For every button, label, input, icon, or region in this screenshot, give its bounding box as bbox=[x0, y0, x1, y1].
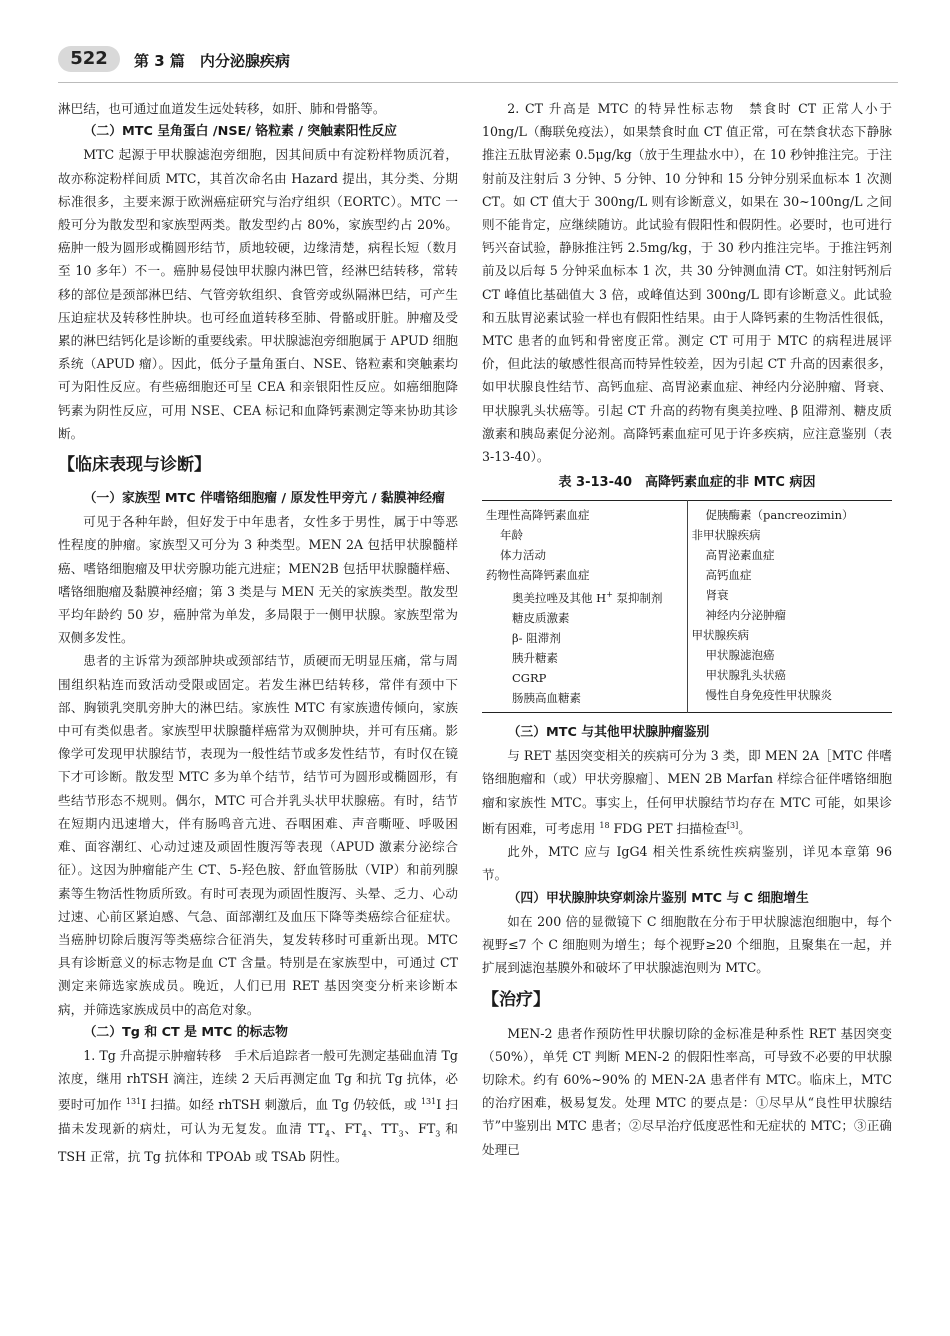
paragraph-tg: 1. Tg 升高提示肿瘤转移 手术后追踪者一般可先测定基础血清 Tg 浓度，继用 rhTSH 滴注，连续 2 天后再测定血 Tg 和抗 Tg 抗体，必要时可加作 $^{131}$I 扫描。如经 rhTSH 刺激后，血 Tg 仍较低，或 $^{131}$I 扫描未发现新的病灶，可认为无复发。血清 $TT_4$、$FT_4$、$TT_3$、$FT_3$ 和 TSH 正常，抗 Tg 抗体和 TPOAb 或 TSAb 阴性。 bbox=[58, 1047, 458, 1165]
paragraph: 如在 200 倍的显微镜下 C 细胞散在分布于甲状腺滤泡细胞中，每个视野≤7 个 C 细胞则为增生；每个视野≥20 个细胞，且聚集在一起，并扩展到滤泡基膜外和破坏了甲状腺滤泡则为 MTC。 bbox=[482, 913, 892, 976]
subsection-heading: （三）MTC 与其他甲状腺肿瘤鉴别 bbox=[507, 725, 710, 741]
subsection-heading: （一）家族型 MTC 伴嗜铬细胞瘤 / 原发性甲旁亢 / 黏膜神经瘤 bbox=[83, 491, 445, 507]
subsection-heading: （四）甲状腺肿块穿刺涂片鉴别 MTC 与 C 细胞增生 bbox=[507, 890, 809, 906]
paragraph: 患者的主诉常为颈部肿块或颈部结节，质硬而无明显压痛，常与周围组织粘连而致活动受限或固定。若发生淋巴结转移，常伴有颈中下部、胸锁乳突肌旁肿大的淋巴结。家族性 MTC 有家族遗传倾向，家族中可有类似患者。家族型甲状腺髓样癌常为双侧肿块，并可有压痛。影像学可发现甲状腺结节，表现为一般性结节或多发性结节，有时仅在镜下才可诊断。散发型 MTC 多为单个结节，结节可为圆形或椭圆形，有些结节形态不规则。偶尔，MTC 可合并乳头状甲状腺癌。有时，结节在短期内迅速增大，伴有肠鸣音亢进、吞咽困难、声音嘶哑、呼吸困难、面容潮红、心动过速及顽固性腹泻等表现（APUD 激素分泌综合征）。这因为肿瘤能产生 CT、5-羟色胺、舒血管肠肽（VIP）和前列腺素等生物活性物质所致。有时可表现为顽固性腹泻、头晕、乏力、心动过速、心前区紧迫感、气急、面部潮红及血压下降等类癌综合征症状。当癌肿切除后腹泻等类癌综合征消失，复发转移时可重新出现。MTC 具有诊断意义的标志物是血 CT 含量。特别是在家族型中，可通过 CT 测定来筛选家族成员。晚近，人们已用 RET 基因突变分析来诊断本病，并筛选家族成员中的高危对象。 bbox=[58, 653, 458, 1017]
page-header bbox=[58, 42, 898, 82]
table-right-column bbox=[687, 501, 892, 713]
table-title: 表 3-13-40 高降钙素血症的非 MTC 病因 bbox=[558, 475, 816, 491]
causes-table bbox=[482, 500, 892, 713]
table-row: 年龄 bbox=[500, 528, 523, 543]
table-row: 肾衰 bbox=[705, 588, 729, 603]
table-row: 甲状腺滤泡癌 bbox=[705, 648, 775, 663]
paragraph: MEN-2 患者作预防性甲状腺切除的金标准是种系性 RET 基因突变（50%），单凭 CT 判断 MEN-2 的假阳性率高，可导致不必要的甲状腺切除术。约有 60%~90% 的 MEN-2A 患者伴有 MTC。临床上，MTC 的治疗困难，极易复发。处理 MTC 的要点是：①尽早从“良性甲状腺结节”中鉴别出 MTC 患者；②尽早治疗低度恶性和无症状的 MTC；③正确处理已 bbox=[482, 1025, 892, 1157]
section-title: 第 3 篇 内分泌腺疾病 bbox=[134, 52, 290, 70]
table-row: 胰升糖素 bbox=[512, 651, 558, 666]
table-row: 生理性高降钙素血症 bbox=[486, 508, 590, 523]
table-row: 药物性高降钙素血症 bbox=[486, 568, 590, 583]
table-row: 非甲状腺疾病 bbox=[691, 528, 761, 543]
paragraph: 2. CT 升高是 MTC 的特异性标志物 禁食时 CT 正常人小于 10ng/L（酶联免疫法），如果禁食时血 CT 值正常，可在禁食状态下静脉推注五肽胃泌素 0.5μg/kg（放于生理盐水中），在 10 秒钟推注完。于注射前及注射后 3 分钟、5 分钟、10 分钟和 15 分钟分别采血标本 1 次测 CT。如 CT 值大于 300ng/L 则有诊断意义，如果在 30~100ng/L 之间则不能肯定，应继续随访。此试验有假阳性和假阴性。必要时，也可进行钙兴奋试验，静脉推注钙 2.5mg/kg，于 30 秒内推注完毕。于推注钙剂前及以后每 5 分钟采血标本 1 次，共 30 分钟测血清 CT。如注射钙剂后 CT 峰值比基础值大 3 倍，或峰值达到 300ng/L 即有诊断意义。此试验和五肽胃泌素试验一样也有假阳性结果。由于人降钙素的生物活性很低，MTC 患者的血钙和骨密度正常。测定 CT 可用于 MTC 的病程进展评价，但此法的敏感性很高而特异性较差，因为引起 CT 升高的因素很多，如甲状腺良性结节、高钙血症、高胃泌素血症、神经内分泌肿瘤、肾衰、甲状腺乳头状癌等。引起 CT 升高的药物有奥美拉唑、β 阻滞剂、糖皮质激素和胰岛素促分泌剂。高降钙素血症可见于许多疾病，应注意鉴别（表 3-13-40）。 bbox=[482, 101, 892, 465]
paragraph-ret: 与 RET 基因突变相关的疾病可分为 3 类，即 MEN 2A［MTC 伴嗜铬细胞瘤和（或）甲状旁腺瘤］、MEN 2B Marfan 样综合征伴嗜铬细胞瘤和家族性 MTC。事实上，任何甲状腺结节均存在 MTC 可能，如果诊断有困难，可考虑用 $^{18}$ FDG PET 扫描检查[3]。 bbox=[482, 748, 892, 837]
table-row: 甲状腺乳头状癌 bbox=[705, 668, 786, 683]
subsection-heading: （二）Tg 和 CT 是 MTC 的标志物 bbox=[83, 1024, 288, 1040]
header-rule bbox=[58, 82, 898, 83]
table-row: 促胰酶素（pancreozimin） bbox=[705, 508, 854, 523]
section-heading-clinical: 【临床表现与诊断】 bbox=[58, 455, 211, 476]
table-row: 高胃泌素血症 bbox=[705, 548, 775, 563]
table-row: 体力活动 bbox=[500, 548, 546, 563]
paragraph: 此外，MTC 应与 IgG4 相关性系统性疾病鉴别，详见本章第 96 节。 bbox=[482, 844, 892, 883]
table-row: 慢性自身免疫性甲状腺炎 bbox=[705, 688, 832, 703]
left-column bbox=[58, 97, 458, 1169]
section-heading-treatment: 【治疗】 bbox=[482, 989, 550, 1010]
page-number: 522 bbox=[58, 46, 120, 72]
table-row: 高钙血症 bbox=[705, 568, 752, 583]
paragraph: MTC 起源于甲状腺滤泡旁细胞，因其间质中有淀粉样物质沉着，故亦称淀粉样间质 MTC，其首次命名由 Hazard 提出，其分类、分期标准很多，主要来源于欧洲癌症研究与治疗组织（EORTC）。MTC 一般可分为散发型和家族型两类。散发型约占 80%，家族型约占 20%。癌肿一般为圆形或椭圆形结节，质地较硬，边缘清楚，病程长短（数月至 10 多年）不一。癌肿易侵蚀甲状腺内淋巴管，经淋巴结转移，常转移的部位是颈部淋巴结、气管旁软组织、食管旁或纵隔淋巴结，可产生压迫症状及转移性肿块。也可经血道转移至肺、骨骼或肝脏。肿瘤及受累的淋巴结钙化是诊断的重要线索。甲状腺滤泡旁细胞属于 APUD 细胞系统（APUD 瘤）。因此，低分子量角蛋白、NSE、铬粒素和突触素均可为阳性反应。有些癌细胞还可呈 CEA 和亲银阳性反应。如癌细胞降钙素为阴性反应，可用 NSE、CEA 标记和血降钙素测定等来协助其诊断。 bbox=[58, 147, 458, 441]
subsection-heading: （二）MTC 呈角蛋白 /NSE/ 铬粒素 / 突触素阳性反应 bbox=[83, 124, 397, 140]
table-row: 奥美拉唑及其他 H+ 泵抑制剂 bbox=[512, 590, 663, 606]
table-row: 肠胰高血糖素 bbox=[512, 691, 581, 706]
table-row: 甲状腺疾病 bbox=[691, 628, 749, 643]
paragraph: 可见于各种年龄，但好发于中年患者，女性多于男性，属于中等恶性程度的肿瘤。家族型又可分为 3 种类型。MEN 2A 包括甲状腺髓样癌、嗜铬细胞瘤及甲状旁腺功能亢进症；MEN2B 包括甲状腺髓样癌、嗜铬细胞瘤及黏膜神经瘤；第 3 类是与 MEN 无关的家族类型。散发型平均年龄约 50 岁，癌肿常为单发，多局限于一侧甲状腺。家族型常为双侧多发性。 bbox=[58, 514, 458, 646]
table-row: 糖皮质激素 bbox=[512, 611, 570, 626]
right-column bbox=[482, 97, 892, 1161]
table-row: 神经内分泌肿瘤 bbox=[705, 608, 786, 623]
paragraph: 淋巴结，也可通过血道发生远处转移，如肝、肺和骨骼等。 bbox=[58, 101, 386, 116]
table-row: β- 阻滞剂 bbox=[512, 631, 561, 646]
table-row: CGRP bbox=[512, 671, 547, 686]
table-left-column bbox=[482, 501, 687, 713]
